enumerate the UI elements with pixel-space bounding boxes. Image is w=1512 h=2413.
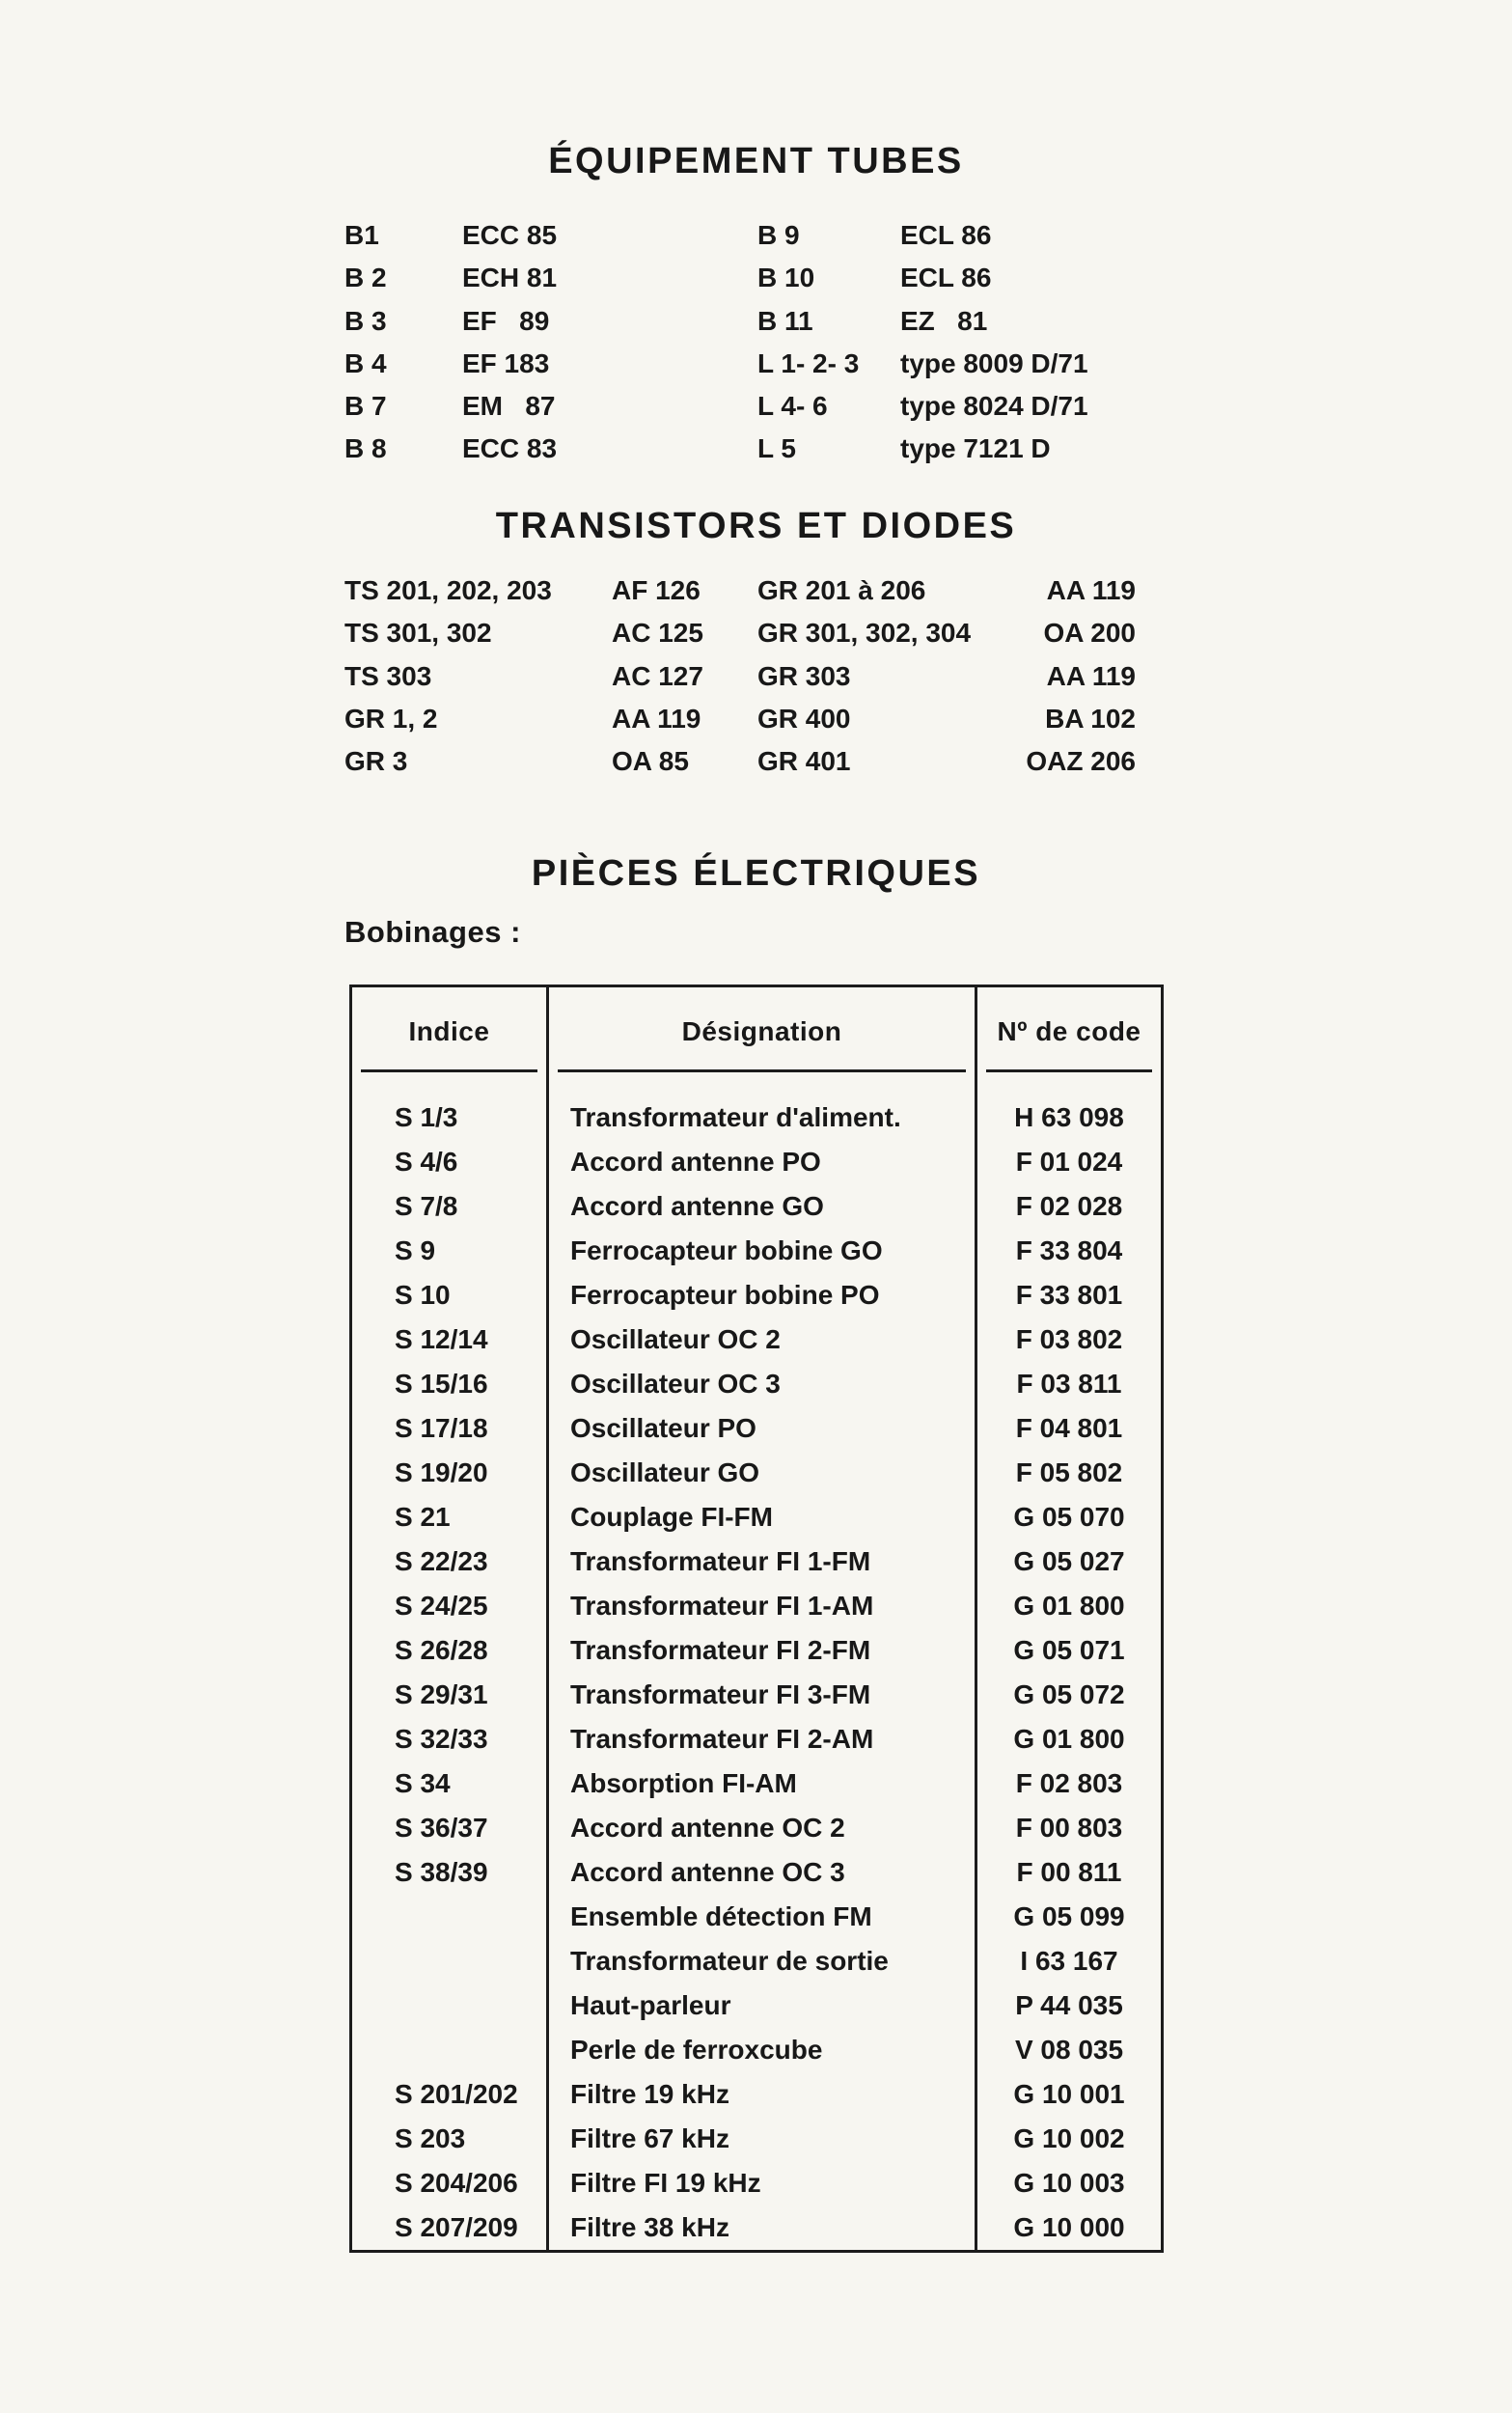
- tubes-list-right: [757, 214, 1088, 471]
- transistor-ref: TS 303: [344, 660, 432, 691]
- cell-designation: Ensemble détection FM: [549, 1895, 977, 1939]
- cell-indice: S 10: [352, 1273, 549, 1317]
- diodes-list-right: [757, 569, 1136, 783]
- diode-row: [757, 740, 1136, 783]
- cell-code: F 03 811: [1016, 1369, 1122, 1399]
- table-row: [352, 1673, 1161, 1717]
- tube-ref: B 7: [344, 391, 387, 422]
- cell-designation: Accord antenne OC 2: [549, 1806, 977, 1850]
- diode-ref: GR 201 à 206: [757, 575, 926, 605]
- table-row: [352, 1406, 1161, 1451]
- cell-designation: Filtre 38 kHz: [549, 2205, 977, 2250]
- header-label: Désignation: [681, 1016, 842, 1046]
- tube-ref: L 1- 2- 3: [757, 347, 860, 378]
- cell-designation: Absorption FI-AM: [549, 1761, 977, 1806]
- cell-indice: S 26/28: [352, 1628, 549, 1673]
- tube-ref: B1: [344, 220, 379, 250]
- table-row: [352, 1140, 1161, 1184]
- tube-value: ECL 86: [900, 220, 992, 250]
- cell-code: G 10 000: [1013, 2212, 1125, 2242]
- tube-ref: L 4- 6: [757, 391, 828, 422]
- bobinages-label: Bobinages :: [344, 915, 521, 949]
- diode-row: [757, 612, 1136, 654]
- tube-value: EZ 81: [900, 305, 988, 336]
- table-row: [352, 1362, 1161, 1406]
- tube-row: [344, 300, 557, 343]
- diode-ref: GR 301, 302, 304: [757, 618, 972, 649]
- tube-ref: L 5: [757, 433, 796, 464]
- table-row: [352, 1451, 1161, 1495]
- cell-indice: S 24/25: [352, 1584, 549, 1628]
- tube-ref: B 10: [757, 263, 815, 293]
- table-row: [352, 1895, 1161, 1939]
- table-row: [352, 1628, 1161, 1673]
- table-row: [352, 1761, 1161, 1806]
- tube-row: [757, 385, 1088, 428]
- cell-indice: [352, 1939, 549, 1983]
- tube-row: [344, 214, 557, 257]
- cell-indice: S 34: [352, 1761, 549, 1806]
- transistor-row: [344, 569, 703, 612]
- cell-designation: Oscillateur OC 3: [549, 1362, 977, 1406]
- cell-code: G 05 070: [1013, 1502, 1125, 1532]
- diode-ref: GR 401: [757, 746, 851, 777]
- transistor-value: OA 85: [612, 746, 689, 777]
- cell-designation: Oscillateur PO: [549, 1406, 977, 1451]
- transistor-value: AA 119: [612, 703, 701, 734]
- cell-designation: Transformateur FI 1-AM: [549, 1584, 977, 1628]
- tube-row: [344, 257, 557, 299]
- transistor-row: [344, 740, 703, 783]
- tube-value: ECC 83: [462, 433, 558, 464]
- diode-ref: GR 303: [757, 660, 851, 691]
- diode-ref: GR 400: [757, 703, 851, 734]
- cell-indice: S 22/23: [352, 1539, 549, 1584]
- table-row: [352, 1850, 1161, 1895]
- cell-code: F 03 802: [1015, 1324, 1123, 1354]
- cell-indice: [352, 1895, 549, 1939]
- cell-indice: S 32/33: [352, 1717, 549, 1761]
- header-underline: [361, 1069, 537, 1072]
- header-label: Indice: [408, 1016, 490, 1046]
- table-row: [352, 1584, 1161, 1628]
- tube-row: [757, 214, 1088, 257]
- cell-designation: Oscillateur OC 2: [549, 1317, 977, 1362]
- table-row: [352, 1273, 1161, 1317]
- cell-code: G 01 800: [1013, 1591, 1125, 1621]
- header-underline: [558, 1069, 966, 1072]
- cell-indice: S 17/18: [352, 1406, 549, 1451]
- diode-value: AA 119: [1046, 660, 1136, 691]
- diode-value: OAZ 206: [1026, 746, 1136, 777]
- header-label: Nº de code: [997, 1016, 1141, 1046]
- tube-ref: B 2: [344, 263, 387, 293]
- table-row: [352, 1096, 1161, 1140]
- table-row: [352, 1184, 1161, 1229]
- tube-row: [757, 257, 1088, 299]
- cell-code: F 05 802: [1015, 1457, 1123, 1487]
- diode-value: AA 119: [1046, 575, 1136, 605]
- cell-designation: Accord antenne GO: [549, 1184, 977, 1229]
- table-row: [352, 1983, 1161, 2028]
- table-row: [352, 1317, 1161, 1362]
- cell-indice: S 12/14: [352, 1317, 549, 1362]
- cell-indice: [352, 2028, 549, 2072]
- cell-designation: Accord antenne OC 3: [549, 1850, 977, 1895]
- transistor-ref: GR 3: [344, 746, 408, 777]
- cell-code: G 01 800: [1013, 1724, 1125, 1754]
- cell-code: G 05 099: [1013, 1901, 1125, 1931]
- diode-value: BA 102: [1045, 703, 1136, 734]
- header-cell-designation: [549, 987, 977, 1096]
- tubes-list-left: [344, 214, 557, 471]
- transistor-row: [344, 612, 703, 654]
- cell-designation: Filtre 19 kHz: [549, 2072, 977, 2117]
- cell-code: G 10 002: [1013, 2123, 1125, 2153]
- tube-value: EF 183: [462, 347, 550, 378]
- cell-indice: S 207/209: [352, 2205, 549, 2250]
- cell-designation: Accord antenne PO: [549, 1140, 977, 1184]
- tube-ref: B 8: [344, 433, 387, 464]
- header-underline: [986, 1069, 1152, 1072]
- transistor-value: AF 126: [612, 575, 701, 605]
- tube-ref: B 11: [757, 305, 813, 336]
- tube-ref: B 3: [344, 305, 387, 336]
- cell-designation: Oscillateur GO: [549, 1451, 977, 1495]
- header-cell-indice: [352, 987, 549, 1096]
- cell-code: F 33 801: [1015, 1280, 1123, 1310]
- cell-designation: Couplage FI-FM: [549, 1495, 977, 1539]
- cell-indice: S 7/8: [352, 1184, 549, 1229]
- table-row: [352, 2072, 1161, 2117]
- cell-code: G 05 071: [1013, 1635, 1125, 1665]
- tube-ref: B 4: [344, 347, 387, 378]
- cell-code: G 10 003: [1013, 2168, 1125, 2198]
- tube-value: EM 87: [462, 391, 556, 422]
- tube-row: [344, 343, 557, 385]
- table-row: [352, 1539, 1161, 1584]
- cell-indice: S 4/6: [352, 1140, 549, 1184]
- tube-value: type 8009 D/71: [900, 347, 1088, 378]
- bobinages-table: [349, 985, 1164, 2253]
- cell-code: H 63 098: [1014, 1102, 1124, 1132]
- table-row: [352, 1495, 1161, 1539]
- diode-value: OA 200: [1043, 618, 1136, 649]
- cell-code: F 33 804: [1015, 1235, 1123, 1265]
- cell-code: F 01 024: [1015, 1147, 1123, 1177]
- tubes-section-title: ÉQUIPEMENT TUBES: [548, 141, 964, 181]
- tube-row: [344, 385, 557, 428]
- diode-row: [757, 569, 1136, 612]
- cell-indice: [352, 1983, 549, 2028]
- pieces-section-title: PIÈCES ÉLECTRIQUES: [531, 853, 981, 894]
- tube-ref: B 9: [757, 220, 800, 250]
- cell-indice: S 29/31: [352, 1673, 549, 1717]
- cell-designation: Filtre 67 kHz: [549, 2117, 977, 2161]
- cell-indice: S 15/16: [352, 1362, 549, 1406]
- diode-row: [757, 655, 1136, 698]
- table-header-row: [352, 987, 1161, 1096]
- transistor-ref: GR 1, 2: [344, 703, 438, 734]
- transistor-ref: TS 201, 202, 203: [344, 575, 552, 605]
- cell-indice: S 38/39: [352, 1850, 549, 1895]
- cell-indice: S 9: [352, 1229, 549, 1273]
- table-row: [352, 1229, 1161, 1273]
- tube-value: ECL 86: [900, 263, 992, 293]
- tube-value: type 7121 D: [900, 433, 1051, 464]
- cell-code: I 63 167: [1020, 1946, 1118, 1976]
- cell-indice: S 203: [352, 2117, 549, 2161]
- transistor-value: AC 127: [612, 660, 703, 691]
- table-row: [352, 2161, 1161, 2205]
- cell-indice: S 19/20: [352, 1451, 549, 1495]
- transistor-row: [344, 655, 703, 698]
- transistor-row: [344, 698, 703, 740]
- cell-designation: Transformateur FI 2-AM: [549, 1717, 977, 1761]
- cell-indice: S 1/3: [352, 1096, 549, 1140]
- cell-designation: Perle de ferroxcube: [549, 2028, 977, 2072]
- cell-code: G 05 072: [1013, 1679, 1125, 1709]
- tube-row: [757, 343, 1088, 385]
- tube-row: [344, 428, 557, 470]
- cell-indice: S 201/202: [352, 2072, 549, 2117]
- cell-designation: Ferrocapteur bobine GO: [549, 1229, 977, 1273]
- cell-code: P 44 035: [1015, 1990, 1123, 2020]
- tube-value: ECC 85: [462, 220, 558, 250]
- cell-indice: S 36/37: [352, 1806, 549, 1850]
- cell-code: V 08 035: [1014, 2035, 1124, 2065]
- cell-designation: Transformateur FI 2-FM: [549, 1628, 977, 1673]
- header-cell-code: [977, 987, 1161, 1096]
- cell-designation: Transformateur d'aliment.: [549, 1096, 977, 1140]
- cell-designation: Ferrocapteur bobine PO: [549, 1273, 977, 1317]
- tube-value: ECH 81: [462, 263, 558, 293]
- cell-code: F 02 803: [1015, 1768, 1123, 1798]
- cell-designation: Haut-parleur: [549, 1983, 977, 2028]
- cell-code: F 00 803: [1015, 1813, 1123, 1843]
- table-row: [352, 2117, 1161, 2161]
- cell-indice: S 21: [352, 1495, 549, 1539]
- transistors-list-left: [344, 569, 703, 783]
- transistors-section-title: TRANSISTORS ET DIODES: [495, 506, 1017, 546]
- cell-code: G 05 027: [1013, 1546, 1125, 1576]
- diode-row: [757, 698, 1136, 740]
- tube-row: [757, 300, 1088, 343]
- cell-designation: Transformateur de sortie: [549, 1939, 977, 1983]
- cell-designation: Transformateur FI 3-FM: [549, 1673, 977, 1717]
- cell-designation: Transformateur FI 1-FM: [549, 1539, 977, 1584]
- cell-code: G 10 001: [1013, 2079, 1125, 2109]
- cell-designation: Filtre FI 19 kHz: [549, 2161, 977, 2205]
- cell-code: F 04 801: [1015, 1413, 1123, 1443]
- cell-indice: S 204/206: [352, 2161, 549, 2205]
- table-row: [352, 2028, 1161, 2072]
- cell-code: F 00 811: [1016, 1857, 1122, 1887]
- table-row: [352, 1717, 1161, 1761]
- transistor-ref: TS 301, 302: [344, 618, 492, 649]
- tube-value: EF 89: [462, 305, 550, 336]
- table-row: [352, 1939, 1161, 1983]
- tube-value: type 8024 D/71: [900, 391, 1088, 422]
- cell-code: F 02 028: [1015, 1191, 1123, 1221]
- tube-row: [757, 428, 1088, 470]
- table-row: [352, 2205, 1161, 2250]
- table-row: [352, 1806, 1161, 1850]
- transistor-value: AC 125: [612, 618, 703, 649]
